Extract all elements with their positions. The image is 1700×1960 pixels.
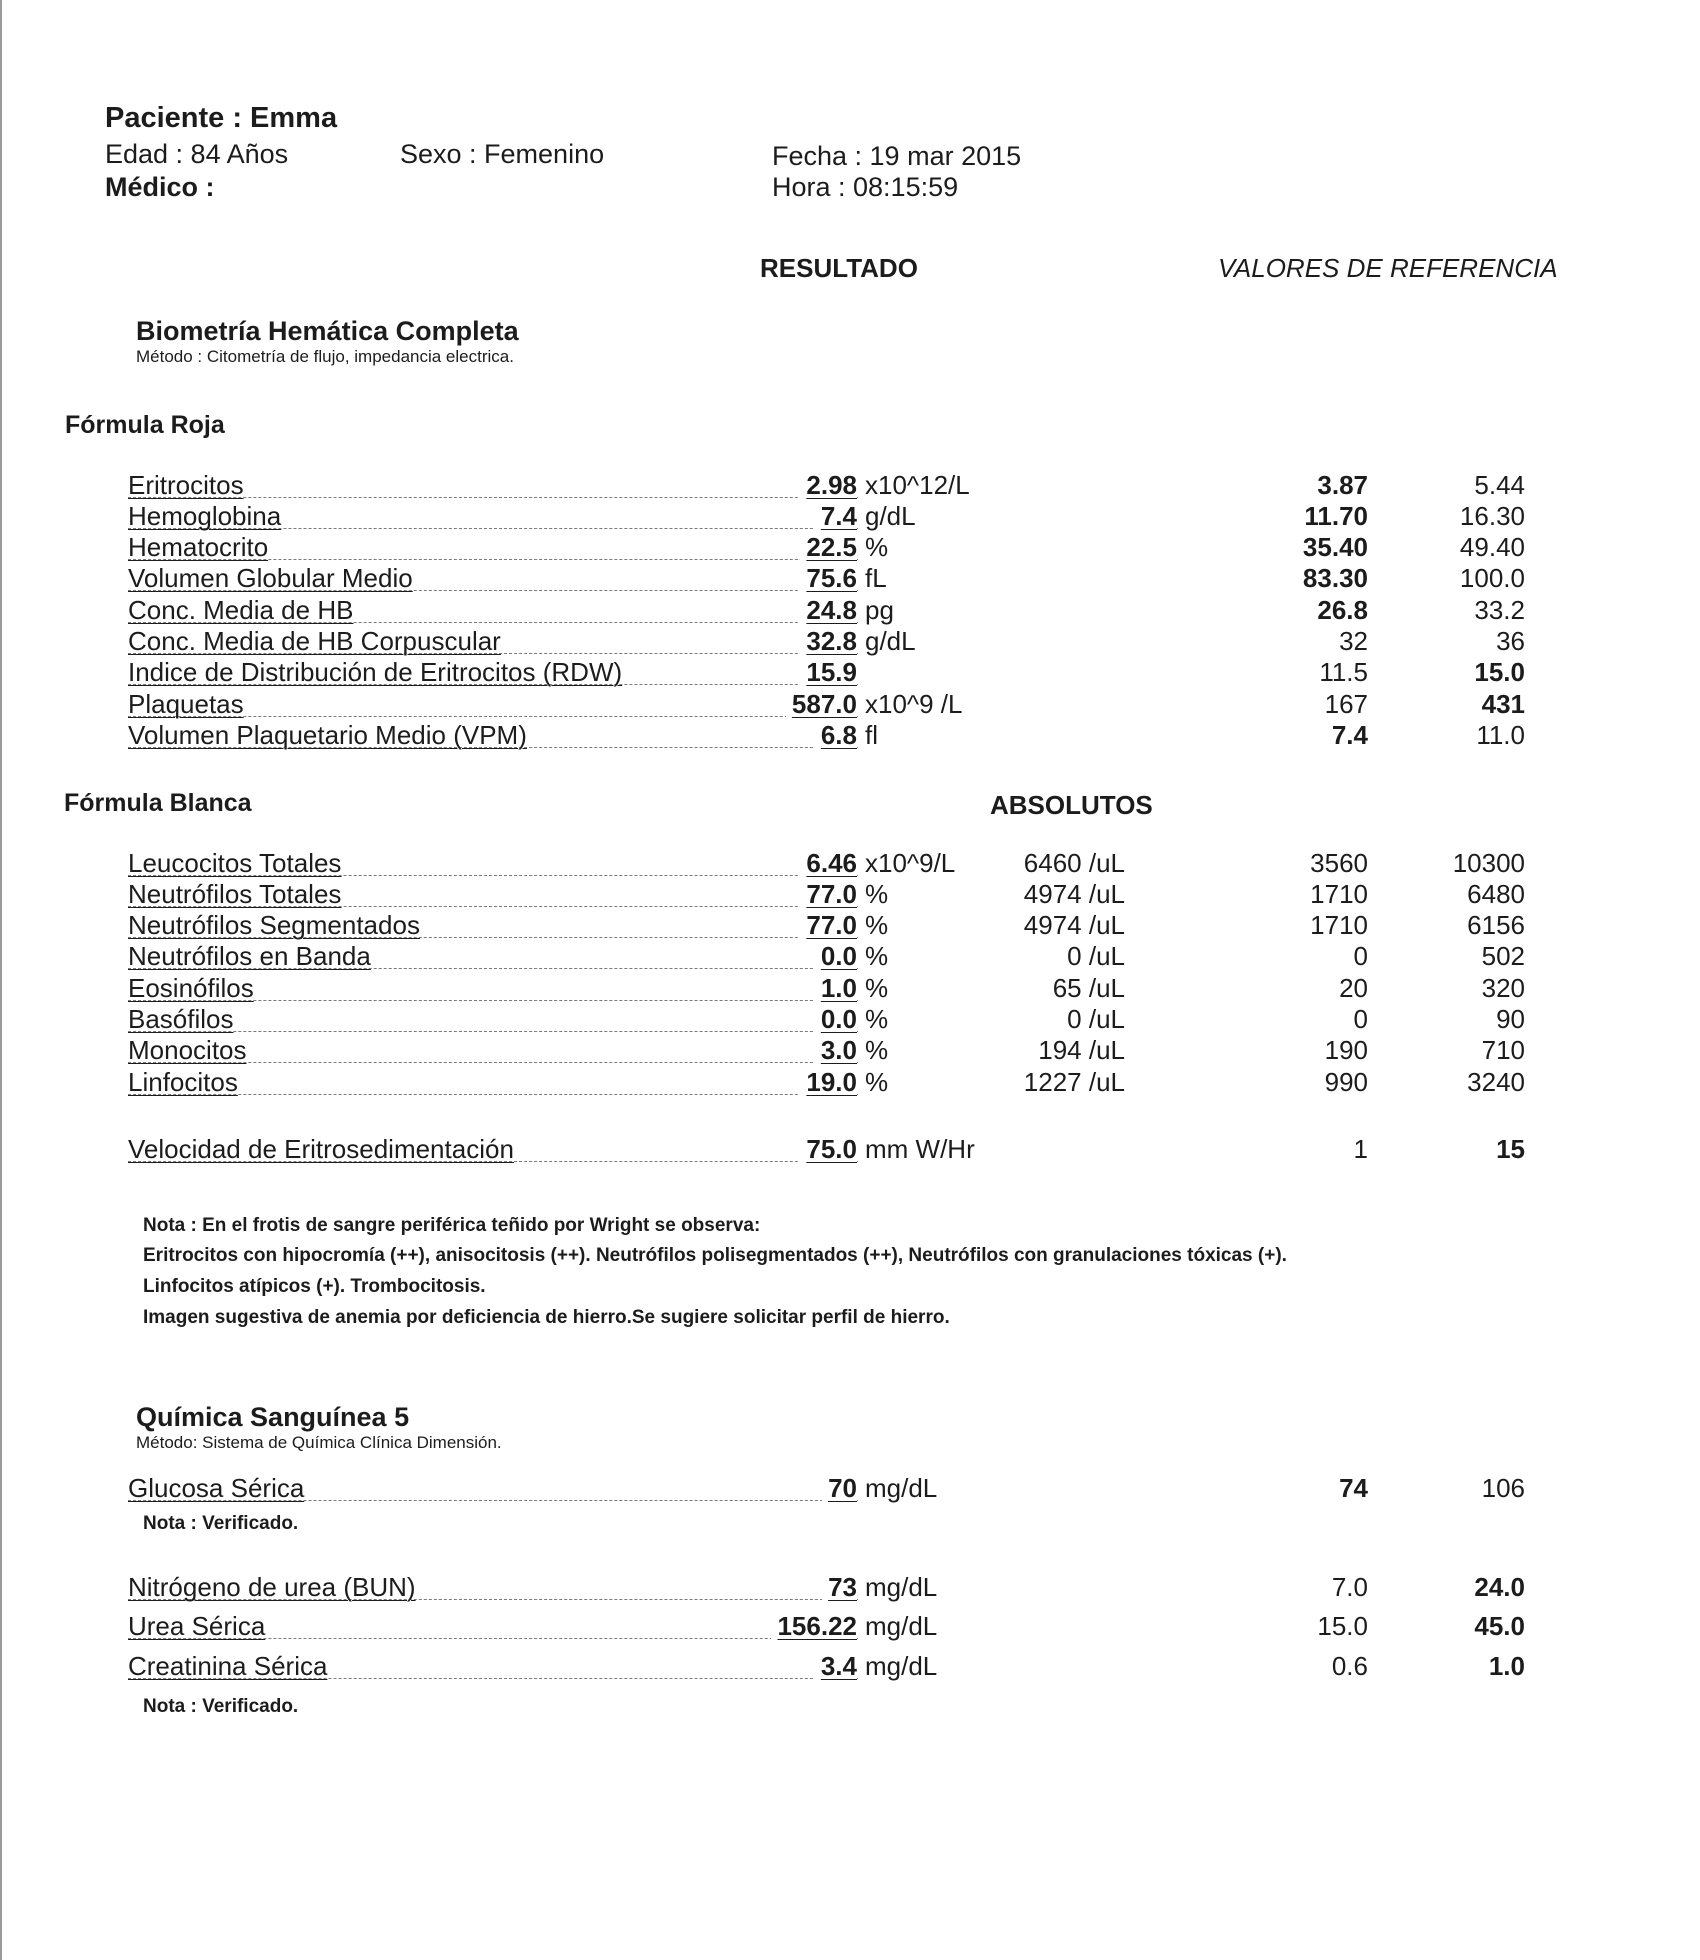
row-ref-high: 6156 [1467,910,1525,940]
row-absolute: 6460 /uL [1023,848,1125,878]
row-ref-high: 36 [1496,626,1525,656]
row-ref-high: 100.0 [1459,563,1525,593]
row-ref-high: 502 [1481,941,1525,971]
table-row [0,501,1700,535]
row-unit: pg [865,595,894,625]
table-row [0,1035,1700,1069]
note-line-3: Linfocitos atípicos (+). Trombocitosis. [143,1276,486,1297]
row-ref-low: 11.70 [1304,501,1368,531]
row-ref-low: 990 [1324,1067,1368,1097]
row-unit: % [865,532,889,562]
row-absolute: 65 /uL [1052,973,1125,1003]
report-date: Fecha : 19 mar 2015 [772,141,1022,171]
table-row [0,941,1700,975]
row-name: Volumen Plaquetario Medio (VPM) [128,720,527,750]
row-ref-low: 0 [1353,1004,1368,1034]
row-name: Hematocrito [128,532,269,562]
row-unit: x10^9 /L [865,689,963,719]
row-ref-high: 6480 [1467,879,1525,909]
row-absolute: 0 /uL [1067,941,1125,971]
row-ref-high: 106 [1481,1473,1525,1503]
row-ref-high: 1.0 [1488,1651,1525,1681]
row-ref-high: 90 [1496,1004,1525,1034]
row-ref-high: 45.0 [1474,1611,1525,1641]
row-ref-low: 35.40 [1302,532,1368,562]
row-result: 156.22 [771,1611,857,1642]
row-ref-low: 74 [1339,1473,1368,1503]
row-unit: % [865,1067,889,1097]
row-ref-high: 15 [1496,1134,1525,1164]
row-ref-low: 3560 [1310,848,1368,878]
row-unit: % [865,941,889,971]
table-row [0,1651,1700,1685]
row-result: 77.0 [800,910,857,941]
patient-name: Paciente : Emma [105,102,338,134]
group-title-formula-blanca: Fórmula Blanca [64,789,252,817]
table-row [0,1572,1700,1606]
row-name: Hemoglobina [128,501,282,531]
section-method-biometria: Método : Citometría de flujo, impedancia electrica. [136,347,514,366]
row-ref-low: 3.87 [1317,470,1368,500]
row-ref-high: 11.0 [1476,720,1525,750]
row-unit: x10^9/L [865,848,956,878]
table-row [0,720,1700,754]
row-unit: mg/dL [865,1611,938,1641]
row-result: 73 [822,1572,857,1603]
row-name: Creatinina Sérica [128,1651,328,1681]
row-ref-low: 7.0 [1331,1572,1368,1602]
row-unit: g/dL [865,626,916,656]
row-name: Volumen Globular Medio [128,563,413,593]
row-result: 75.6 [800,563,857,594]
row-result: 0.0 [815,941,857,972]
row-absolute: 1227 /uL [1023,1067,1125,1097]
reference-column-header: VALORES DE REFERENCIA [1218,253,1558,283]
row-ref-high: 16.30 [1459,501,1525,531]
table-row [0,1611,1700,1645]
table-row [0,879,1700,913]
physician-label: Médico : [105,172,215,202]
row-ref-low: 15.0 [1317,1611,1368,1641]
row-name: Plaquetas [128,689,244,719]
row-name: Neutrófilos en Banda [128,941,371,971]
row-ref-high: 431 [1481,689,1525,719]
row-result: 587.0 [786,689,857,720]
report-time: Hora : 08:15:59 [772,172,959,202]
table-row [0,848,1700,882]
note-line-2: Eritrocitos con hipocromía (++), anisocitosis (++). Neutrófilos polisegmentados (++), Neutrófilos con granulaciones tóxicas (+). [143,1245,1287,1266]
row-result: 6.8 [815,720,857,751]
table-row [0,595,1700,629]
row-result: 19.0 [800,1067,857,1098]
patient-age: Edad : 84 Años [105,139,289,169]
section-method-quimica: Método: Sistema de Química Clínica Dimensión. [136,1433,502,1452]
row-result: 32.8 [800,626,857,657]
note-verificado-2: Nota : Verificado. [143,1696,299,1717]
row-name: Basófilos [128,1004,234,1034]
row-name: Linfocitos [128,1067,238,1097]
row-result: 1.0 [815,973,857,1004]
row-ref-low: 0.6 [1331,1651,1368,1681]
table-row [0,689,1700,723]
row-result: 3.4 [815,1651,857,1682]
row-name: Glucosa Sérica [128,1473,305,1503]
row-absolute: 4974 /uL [1023,879,1125,909]
row-name: Eosinófilos [128,973,254,1003]
row-name: Nitrógeno de urea (BUN) [128,1572,416,1602]
row-ref-low: 7.4 [1331,720,1368,750]
row-unit: % [865,910,889,940]
table-row [0,626,1700,660]
row-absolute: 0 /uL [1067,1004,1125,1034]
row-ref-low: 1710 [1310,879,1368,909]
note-verificado-1: Nota : Verificado. [143,1513,299,1534]
row-name: Leucocitos Totales [128,848,342,878]
row-absolute: 4974 /uL [1023,910,1125,940]
row-name: Velocidad de Eritrosedimentación [128,1134,514,1164]
row-ref-low: 20 [1339,973,1368,1003]
note-line-4: Imagen sugestiva de anemia por deficiencia de hierro.Se sugiere solicitar perfil de hierro. [143,1307,950,1328]
row-name: Neutrófilos Totales [128,879,342,909]
row-unit: % [865,879,889,909]
row-ref-low: 11.5 [1319,657,1368,687]
row-name: Monocitos [128,1035,247,1065]
row-name: Neutrófilos Segmentados [128,910,420,940]
row-result: 3.0 [815,1035,857,1066]
leader-line [128,1031,858,1032]
note-line-1: Nota : En el frotis de sangre periférica teñido por Wright se observa: [143,1215,761,1236]
section-title-quimica: Química Sanguínea 5 [136,1402,410,1432]
row-unit: fl [865,720,878,750]
row-result: 70 [822,1473,857,1504]
row-ref-low: 0 [1353,941,1368,971]
row-ref-high: 320 [1481,973,1525,1003]
row-ref-high: 49.40 [1459,532,1525,562]
section-title-biometria: Biometría Hemática Completa [136,316,519,346]
row-result: 6.46 [800,848,857,879]
row-result: 22.5 [800,532,857,563]
row-ref-low: 167 [1324,689,1368,719]
row-result: 77.0 [800,879,857,910]
row-name: Conc. Media de HB [128,595,354,625]
table-row [0,1067,1700,1101]
row-unit: mg/dL [865,1572,938,1602]
result-column-header: RESULTADO [760,253,918,283]
table-row [0,657,1700,691]
row-result: 15.9 [800,657,857,688]
table-row [0,470,1700,504]
row-absolute: 194 /uL [1038,1035,1125,1065]
row-result: 75.0 [800,1134,857,1165]
row-unit: fL [865,563,887,593]
row-unit: mg/dL [865,1473,938,1503]
row-unit: % [865,1004,889,1034]
row-result: 7.4 [815,501,857,532]
row-ref-high: 710 [1481,1035,1525,1065]
row-name: Conc. Media de HB Corpuscular [128,626,501,656]
row-ref-high: 5.44 [1474,470,1525,500]
table-row [0,973,1700,1007]
row-ref-low: 1 [1353,1134,1368,1164]
row-unit: % [865,1035,889,1065]
row-ref-high: 3240 [1467,1067,1525,1097]
row-ref-low: 83.30 [1302,563,1368,593]
row-ref-high: 33.2 [1474,595,1525,625]
row-ref-high: 10300 [1452,848,1525,878]
row-ref-high: 24.0 [1474,1572,1525,1602]
table-row-vse [0,1134,1700,1168]
group-title-formula-roja: Fórmula Roja [65,411,225,439]
table-row [0,910,1700,944]
row-name: Indice de Distribución de Eritrocitos (RDW) [128,657,623,687]
table-row [0,563,1700,597]
row-name: Urea Sérica [128,1611,266,1641]
table-row [0,532,1700,566]
patient-sex: Sexo : Femenino [400,139,605,169]
row-name: Eritrocitos [128,470,244,500]
row-unit: x10^12/L [865,470,970,500]
row-ref-low: 26.8 [1317,595,1368,625]
row-ref-low: 32 [1339,626,1368,656]
table-row-glucosa [0,1473,1700,1507]
row-unit: mg/dL [865,1651,938,1681]
row-unit: g/dL [865,501,916,531]
absolute-column-header: ABSOLUTOS [990,790,1153,820]
row-ref-high: 15.0 [1474,657,1525,687]
row-ref-low: 190 [1324,1035,1368,1065]
table-row [0,1004,1700,1038]
row-result: 0.0 [815,1004,857,1035]
row-unit: mm W/Hr [865,1134,975,1164]
row-ref-low: 1710 [1310,910,1368,940]
row-result: 24.8 [800,595,857,626]
row-unit: % [865,973,889,1003]
row-result: 2.98 [800,470,857,501]
